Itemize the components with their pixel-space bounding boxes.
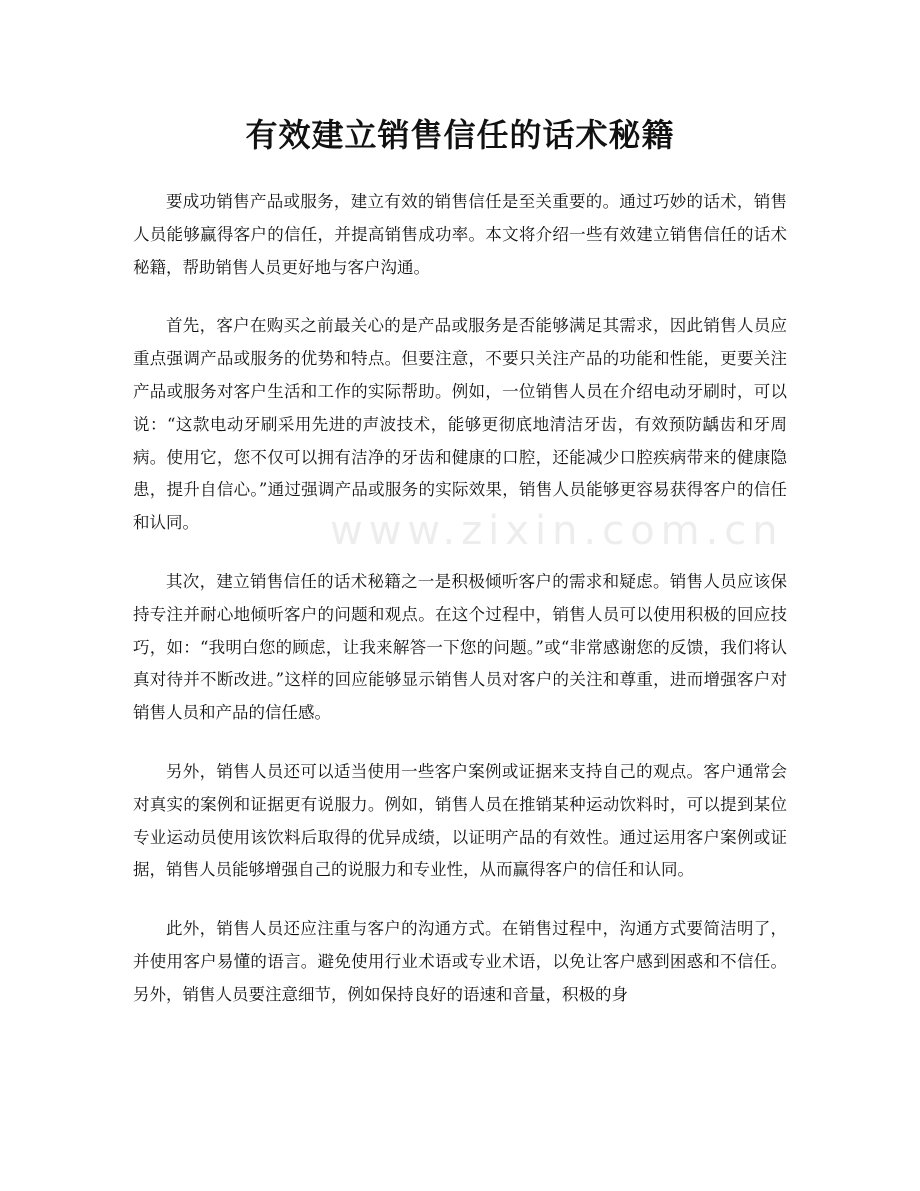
paragraph-intro: 要成功销售产品或服务，建立有效的销售信任是至关重要的。通过巧妙的话术，销售人员能够赢得客户的信任，并提高销售成功率。本文将介绍一些有效建立销售信任的话术秘籍，帮助销售人员更好地与客户沟通。 bbox=[133, 192, 787, 277]
watermark: www.zixin.com.cn bbox=[330, 508, 784, 554]
document-title: 有效建立销售信任的话术秘籍 bbox=[245, 116, 675, 154]
document-body bbox=[133, 186, 787, 1038]
paragraph-second: 其次，建立销售信任的话术秘籍之一是积极倾听客户的需求和疑虑。销售人员应该保持专注并耐心地倾听客户的问题和观点。在这个过程中，销售人员可以使用积极的回应技巧，如：“我明白您的顾虑，让我来解答一下您的问题。”或“非常感谢您的反馈，我们将认真对待并不断改进。”这样的回应能够显示销售人员对客户的关注和尊重，进而增强客户对销售人员和产品的信任感。 bbox=[133, 571, 787, 723]
paragraph-first: 首先，客户在购买之前最关心的是产品或服务是否能够满足其需求，因此销售人员应重点强调产品或服务的优势和特点。但要注意，不要只关注产品的功能和性能，更要关注产品或服务对客户生活和工作的实际帮助。例如，一位销售人员在介绍电动牙刷时，可以说：“这款电动牙刷采用先进的声波技术，能够更彻底地清洁牙齿，有效预防龋齿和牙周病。使用它，您不仅可以拥有洁净的牙齿和健康的口腔，还能减少口腔疾病带来的健康隐患，提升自信心。”通过强调产品或服务的实际效果，销售人员能够更容易获得客户的信任和认同。 bbox=[133, 316, 787, 533]
paragraph-moreover: 此外，销售人员还应注重与客户的沟通方式。在销售过程中，沟通方式要简洁明了，并使用客户易懂的语言。避免使用行业术语或专业术语，以免让客户感到困惑和不信任。另外，销售人员要注意细节，例如保持良好的语速和音量，积极的身 bbox=[133, 919, 787, 1004]
paragraph-additionally: 另外，销售人员还可以适当使用一些客户案例或证据来支持自己的观点。客户通常会对真实的案例和证据更有说服力。例如，销售人员在推销某种运动饮料时，可以提到某位专业运动员使用该饮料后取得的优异成绩，以证明产品的有效性。通过运用客户案例或证据，销售人员能够增强自己的说服力和专业性，从而赢得客户的信任和认同。 bbox=[133, 761, 787, 880]
